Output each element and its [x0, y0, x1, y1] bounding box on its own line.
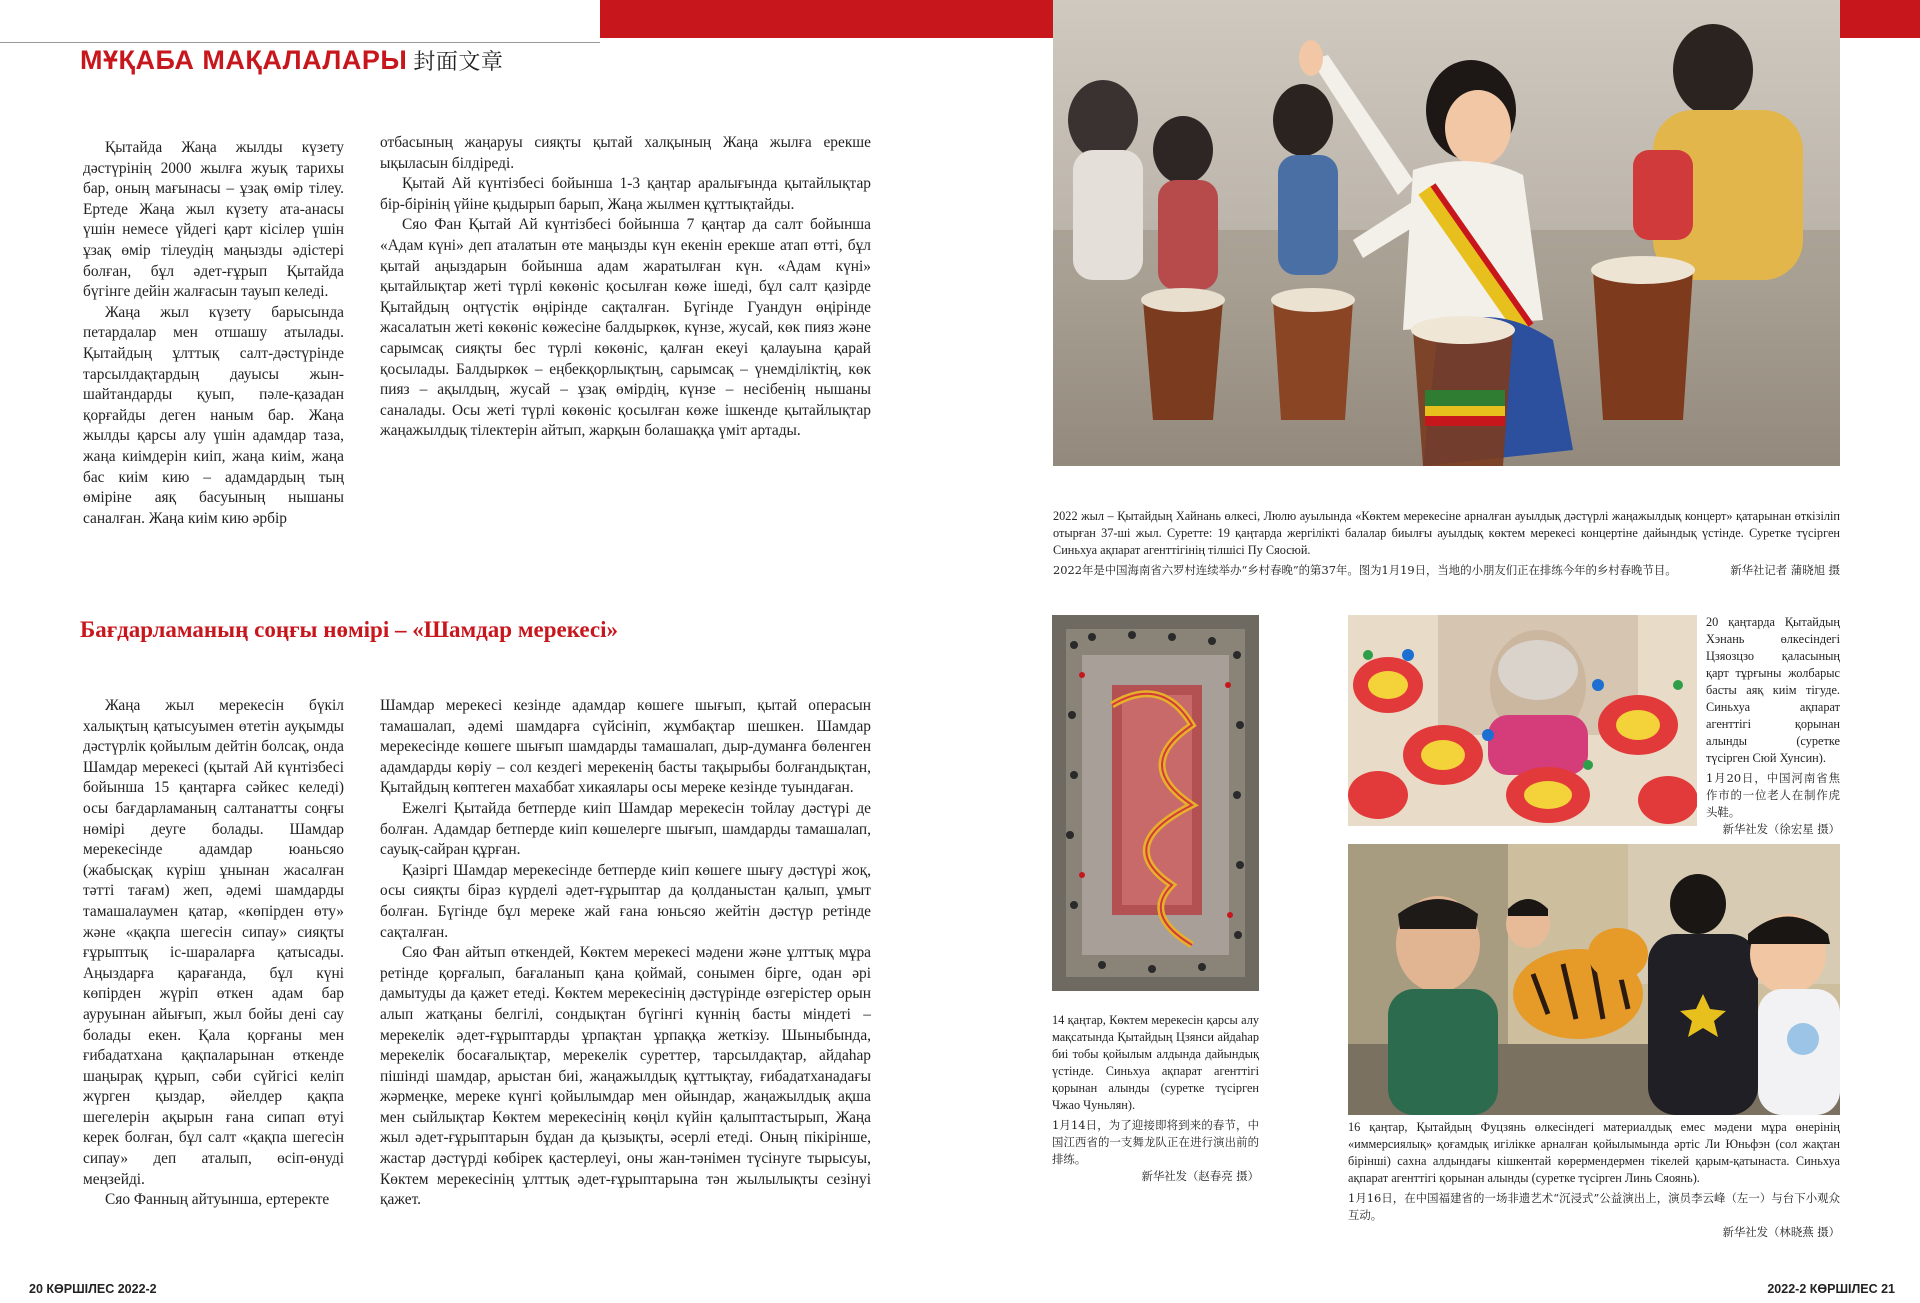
footer-right: 2022-2 КӨРШІЛЕС 21 — [1767, 1282, 1895, 1296]
photo-actor-children — [1348, 844, 1840, 1115]
photo-tiger-shoes — [1348, 615, 1697, 826]
caption-cn: 1月14日，为了迎接即将到来的春节，中国江西省的一支舞龙队正在进行演出前的排练。 — [1052, 1118, 1259, 1166]
caption-text: 14 қаңтар, Көктем мерекесін қарсы алу мақсатында Қытайдың Цзянси айдаһар биі тобы қойылым алдында дайындық үстінде. Синьхуа ақпарат агенттігі қорынан алынды (суретке түсірген Чжао Чуньлян). — [1052, 1013, 1259, 1112]
header-rule — [0, 42, 600, 43]
caption-text: 2022 жыл – Қытайдың Хайнань өлкесі, Люлю ауылында «Көктем мерекесіне арналған ауылдық дәстүрлі жаңажылдық концерт» қатарынан өткізіліп отырған 37-ші жыл. Суретте: 19 қаңтарда жергілікті балалар биылғы ауылдық көктем мерекесі концертіне дайындық үстінде. Суретке түсірген Синьхуа ақпарат агенттігінің тілшісі Пу Сяосюй. — [1053, 509, 1840, 557]
section-title-cn: 封面文章 — [413, 49, 504, 74]
paragraph: Сяо Фан Қытай Ай күнтізбесі бойынша 7 қаңтар да салт бойынша «Адам күні» деп аталатын өте маңызды күн екенін ерекше атап өтті, бұл қытай аңыздарын бойынша адам жаратылған күн. «Адам күні» қытайлықтар жеті түрлі көкөніс қосылған көже ішеді, бұл салт қазірде Қытайдың оңтүстік өңірінде сақталған. Бүгінде Гуандун өңірінде жасалатын жеті көкөніс көжесіне балдыркөк, күнзе, жусай, көк пияз және сарымсақ сияқты бес түрлі көкөніс, қалған екеуі қалауына қарай қосылады. Балдыркөк – еңбекқорлықтың, сарымсақ – үнемділіктің, көк пияз – ақылдың, жусай – ұзақ өмірдің, күнзе – несібенің нышаны саналады. Осы жеті түрлі көкөніс қосылған көже ішкенде қытайлықтар жаңажылдық тілектерін айтып, жарқын болашаққа үміт артады. — [380, 216, 871, 440]
caption-text: 20 қаңтарда Қытайдың Хэнань өлкесіндегі Цзяозцзо қаласының қарт тұрғыны жолбарыс басты аяқ киім тігуде. Синьхуа ақпарат агенттігі қорынан алынды (суретке түсірген Сюй Хунсин). — [1706, 615, 1840, 765]
caption-credit: 新华社记者 蒲晓旭 摄 — [1730, 563, 1840, 577]
paragraph: отбасының жаңаруы сияқты қытай халқының Жаңа жылға ерекше ықыласын білдіреді. — [380, 134, 871, 172]
caption-credit: 新华社发（徐宏星 摄） — [1722, 822, 1840, 836]
caption-credit: 新华社发（林晓燕 摄） — [1722, 1225, 1840, 1239]
caption-cn: 2022年是中国海南省六罗村连续举办“乡村春晚”的第37年。图为1月19日，当地的小朋友们正在排练今年的乡村春晚节目。 — [1053, 563, 1677, 577]
caption-credit: 新华社发（赵春亮 摄） — [1141, 1169, 1259, 1183]
paragraph: Жаңа жыл мерекесін бүкіл халықтың қатысуымен өтетін ауқымды дәстүрлік қойылым дейтін болсақ, онда Шамдар мерекесі (қытай Ай күнтізбесі бойынша 15 қаңтарға сәйкес келеді) осы бағдарламаның салтанатты соңғы нөмірі деуге болады. Шамдар мерекесінде адамдар юаньсяо (жабысқақ күріш ұнынан жасалған тәтті тағам) жеп, әдемі шамдарды тамашалаумен қатар, «көпірден өту» және «қақпа шегесін сипау» сияқты ғұрыптық іс-шараларға қатысады. Аңыздарға қарағанда, бұл күні көпірден жүріп өткен адам бар ауруынан айығып, жыл бойы дені сау болады екен. Қала қорғаны мен ғибадатхана қақпаларынан өткенде шаңырақ құрып, сәби сүйгісі келіп жүрген қыздар, әйелдер қақпа шегелерін ақырын ғана сипап өтуі керек болған, бұл салт «қақпа шегесін сипау» деп аталып, өсіп-өнуді меңзейді. — [83, 697, 344, 1188]
photo-actor-caption — [1348, 1119, 1840, 1241]
photo-main-caption — [1053, 508, 1840, 579]
article2-col1 — [83, 696, 344, 1211]
caption-cn: 1月16日，在中国福建省的一场非遗艺术“沉浸式”公益演出上，演员李云峰（左一）与台下小观众互动。 — [1348, 1191, 1840, 1222]
paragraph: Қытайда Жаңа жылды күзету дәстүрінің 2000 жылға жуық тарихы бар, оның мағынасы – ұзақ өмір тілеу. Ертеде Жаңа жыл күзету ата-анасы үшін немесе үйдегі қарт кісілер үшін ұзақ өмір тілеудің маңызды әдістері болған, бұл әдет-ғұрып Қытайда бүгінге дейін жалғасын тауып келеді. — [83, 139, 344, 301]
paragraph: Сяо Фанның айтуынша, ертеректе — [105, 1191, 330, 1209]
photo-dragon-caption — [1052, 1012, 1259, 1185]
photo-dragon-dance — [1052, 615, 1259, 991]
caption-cn: 1月20日，中国河南省焦作市的一位老人在制作虎头鞋。 — [1706, 771, 1840, 819]
photo-tiger-caption — [1706, 614, 1840, 838]
paragraph: Қазіргі Шамдар мерекесінде бетперде киіп көшеге шығу дәстүрі жоқ, осы сияқты біраз күрделі әдет-ғұрыптар да қолданыстан қалып, ұмыт болған. Бүгінде бұл мереке жай ғана юньсяо жейтін дәстүр ретінде сақталған. — [380, 861, 871, 941]
section-title: МҰҚАБА МАҚАЛАЛАРЫ 封面文章 — [80, 45, 504, 75]
article2-col2 — [380, 696, 871, 1211]
paragraph: Сяо Фан айтып өткендей, Көктем мерекесі мәдени және ұлттық мұра ретінде қорғалып, бағаланып қана қоймай, сонымен бірге, одан әрі дамытуды да қажет етеді. Көктем мерекесінің дәстүрінде өзгерістер орын алып жатқаны белгілі, сондықтан бүгінгі күннің басты міндеті – мерекелік әдет-ғұрыптарды ұрпақтан ұрпаққа жеткізу. Шыныбында, мерекелік босағалықтар, мерекелік суреттер, тарсылдақтар, айдаһар пішінді шамдар, арыстан биі, жаңажылдық құттықтау, ғибадатханадағы жәрмеңке, мереке күнгі қойылымдар мен ойындар, жаңажылдық ақша мен сыйлықтар Көктем мерекесінің көңіл күйін қалыптастырып, Жаңа жыл әдет-ғұрыптарын бұдан да қызықты, әсерлі етеді. Оның пікірінше, жастар дәстүрді көбірек қастерлеуі, оны жан-тәнімен түсінуге тырысуы, Көктем мерекесінің ұлттық әдет-ғұрыптарына тән жылылықты сезінуі қажет. — [380, 944, 871, 1209]
paragraph: Қытай Ай күнтізбесі бойынша 1-3 қаңтар аралығында қытайлықтар бір-бірінің үйіне қыдырып барып, Жаңа жылмен құттықтайды. — [380, 175, 871, 213]
caption-text: 16 қаңтар, Қытайдың Фуцзянь өлкесіндегі материалдық емес мәдени мұра өнерінің «иммерсиялық» қоғамдық игілікке арналған қойылымында әртіс Ли Юньфэн (сол жақтан біріншi) сахна алдындағы кішкентай көрермендермен тікелей қарым-қатынаста. Синьхуа ақпарат агенттігі қорынан алынды (суретке түсірген Линь Сяоянь). — [1348, 1120, 1840, 1185]
article2-subhead: Бағдарламаның соңғы нөмірі – «Шамдар мерекесі» — [80, 617, 618, 642]
article1-col1 — [83, 138, 344, 529]
photo-children-dancing — [1053, 0, 1840, 466]
top-red-bar-left — [600, 0, 1053, 38]
footer-left: 20 КӨРШІЛЕС 2022-2 — [29, 1282, 157, 1296]
paragraph: Ежелгі Қытайда бетперде киіп Шамдар мерекесін тойлау дәстүрі де болған. Адамдар бетперде киіп көшелерге шығып, шамдарды тамашалап, сауық-сайран құрған. — [380, 799, 871, 859]
article1-col2 — [380, 133, 871, 442]
top-red-bar-right — [1840, 0, 1920, 38]
paragraph: Жаңа жыл күзету барысында петардалар мен отшашу атылады. Қытайдың ұлттық салт-дәстүрінде тарсылдақтардың дауысы жын-шайтандарды қуып, пәле-қазадан қорғайды деген наным бар. Жаңа жылды қарсы алу үшін адамдар таза, жаңа киімдерін киіп, жаңа киім, жаңа бас киім кию – адамдардың тың өміріне аяқ басуының нышаны саналған. Жаңа киім кию әрбір — [83, 303, 344, 527]
paragraph: Шамдар мерекесі кезінде адамдар көшеге шығып, қытай операсын тамашалап, әдемі шамдарға сүйсініп, жұмбақтар шешкен. Шамдар мерекесінде көшеге шығып шамдарды тамашалап, дыр-думанға бөленген адамдарды көріу – сол кездегі мерекенің басты тақырыбы болғандықтан, Қытайдың көптеген махаббат хикаялары осы мереке кезінде туындаған. — [380, 697, 871, 797]
